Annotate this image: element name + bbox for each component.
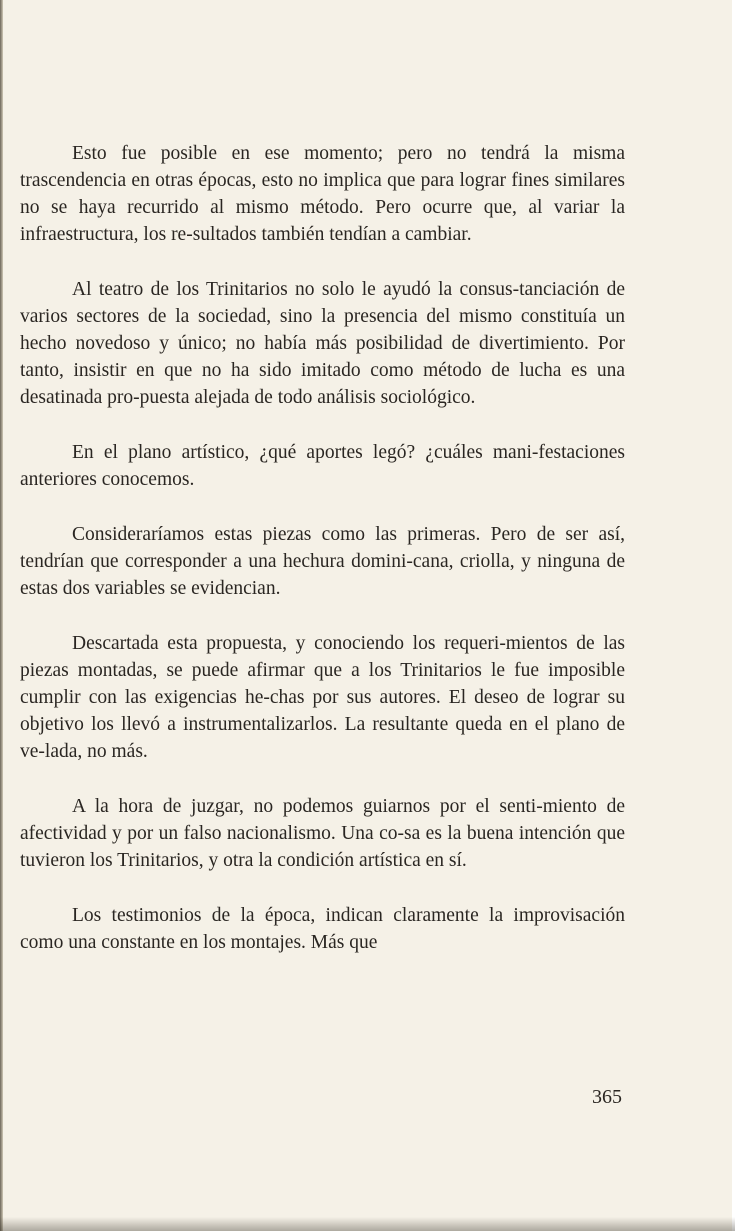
- paragraph-7: Los testimonios de la época, indican claramente la improvisación como una constante en los montajes. Más que: [20, 905, 625, 953]
- body-text: [20, 140, 625, 984]
- paragraph-1: Esto fue posible en ese momento; pero no tendrá la misma trascendencia en otras épocas, esto no implica que para lograr fines similares no se haya recurrido al mismo método. Pero ocurre que, al variar la infraestructura, los re-sultados también tendían a cambiar.: [20, 143, 625, 245]
- paragraph-3: En el plano artístico, ¿qué aportes legó? ¿cuáles mani-festaciones anteriores conocemos.: [20, 442, 625, 490]
- paragraph-6: A la hora de juzgar, no podemos guiarnos por el senti-miento de afectividad y por un falso nacionalismo. Una co-sa es la buena intención que tuvieron los Trinitarios, y otra la condición artística en sí.: [20, 796, 625, 871]
- page-number: 365: [592, 1086, 622, 1108]
- paragraph-2: Al teatro de los Trinitarios no solo le ayudó la consus-tanciación de varios sectores de la sociedad, sino la presencia del mismo constituía un hecho novedoso y único; no había más posibilidad de divertimiento. Por tanto, insistir en que no ha sido imitado como método de lucha es una desatinada pro-puesta alejada de todo análisis sociológico.: [20, 279, 625, 408]
- page-bottom-shadow: [0, 1217, 735, 1231]
- page-binding-edge: [0, 0, 3, 1231]
- paragraph-4: Consideraríamos estas piezas como las primeras. Pero de ser así, tendrían que corresponder a una hechura domini-cana, criolla, y ninguna de estas dos variables se evidencian.: [20, 524, 625, 599]
- paragraph-5: Descartada esta propuesta, y conociendo los requeri-mientos de las piezas montadas, se puede afirmar que a los Trinitarios le fue imposible cumplir con las exigencias he-chas por sus autores. El deseo de lograr su objetivo los llevó a instrumentalizarlos. La resultante queda en el plano de ve-lada, no más.: [20, 633, 625, 762]
